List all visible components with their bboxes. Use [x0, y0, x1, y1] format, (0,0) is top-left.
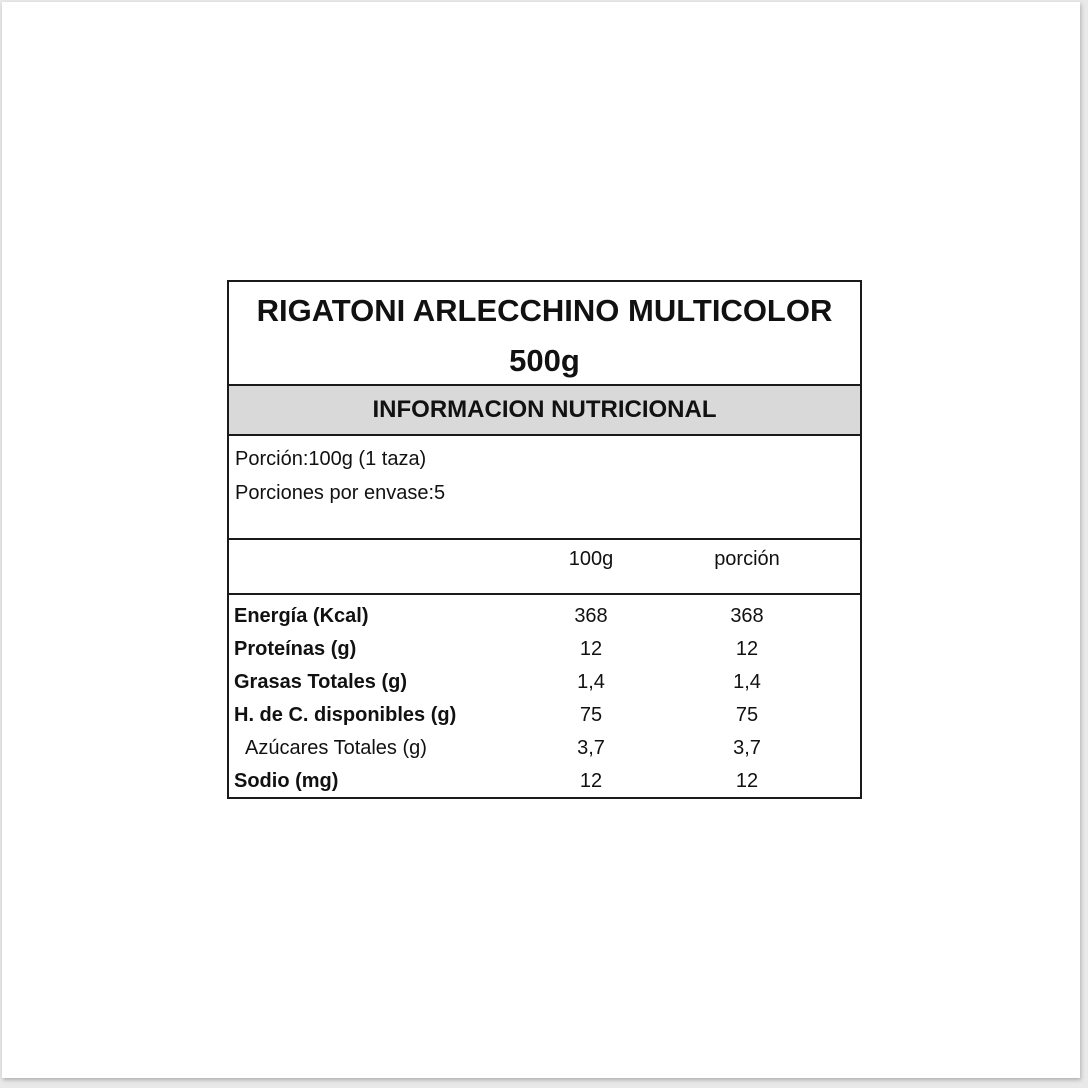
nutrition-label [227, 280, 862, 799]
product-weight: 500g [509, 343, 580, 378]
nutrient-value-portion: 3,7 [733, 737, 761, 759]
product-title [229, 282, 860, 386]
nutrient-row-energy [229, 600, 860, 633]
column-header-100g: 100g [568, 548, 614, 570]
product-name: RIGATONI ARLECCHINO MULTICOLOR [256, 293, 833, 328]
nutrient-value-portion: 1,4 [733, 671, 761, 693]
servings-per-package: Porciones por envase:5 [235, 482, 446, 504]
column-headers [229, 540, 860, 595]
nutrient-value-portion: 12 [735, 770, 759, 792]
nutrient-table [229, 595, 860, 799]
nutrient-name: H. de C. disponibles (g) [234, 704, 457, 726]
nutrient-value-100g: 12 [579, 638, 603, 660]
nutrient-value-100g: 1,4 [577, 671, 605, 693]
nutrient-row-protein [229, 633, 860, 666]
nutrient-row-carbohydrates [229, 699, 860, 732]
serving-info [229, 436, 860, 540]
nutrient-value-100g: 12 [579, 770, 603, 792]
nutrient-value-portion: 12 [735, 638, 759, 660]
nutrient-row-total-fat [229, 666, 860, 699]
nutrient-name: Energía (Kcal) [234, 605, 369, 627]
nutrient-name: Azúcares Totales (g) [245, 737, 427, 759]
page-background [2, 2, 1080, 1078]
nutrition-info-header: INFORMACION NUTRICIONAL [229, 386, 860, 436]
nutrient-value-100g: 75 [579, 704, 603, 726]
nutrient-value-100g: 3,7 [577, 737, 605, 759]
nutrient-value-portion: 75 [735, 704, 759, 726]
nutrient-name: Sodio (mg) [234, 770, 339, 792]
serving-size: Porción:100g (1 taza) [235, 448, 427, 470]
nutrient-name: Proteínas (g) [234, 638, 357, 660]
nutrient-value-portion: 368 [730, 605, 764, 627]
nutrient-row-sugars [229, 732, 860, 765]
nutrient-name: Grasas Totales (g) [234, 671, 408, 693]
nutrient-row-sodium [229, 765, 860, 798]
column-header-portion: porción [714, 548, 780, 570]
nutrient-value-100g: 368 [574, 605, 608, 627]
